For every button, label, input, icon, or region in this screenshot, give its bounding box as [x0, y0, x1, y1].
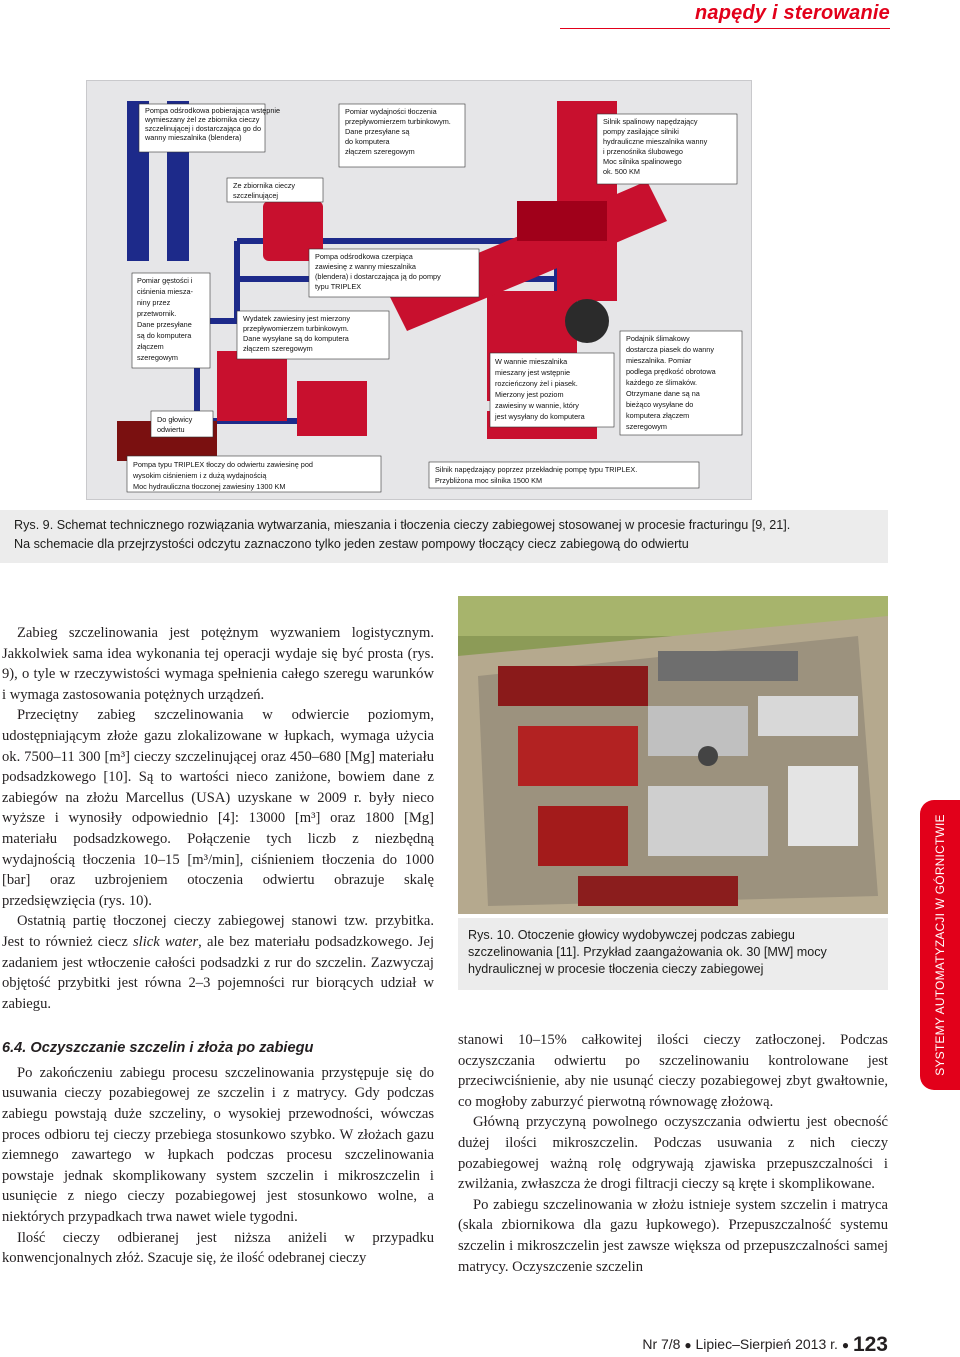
figure-10-caption: Rys. 10. Otoczenie głowicy wydobywczej podczas zabiegu szczelinowania [11]. Przykład zaangażowania ok. 30 [MW] mocy hydraulicznej w procesie tłoczenia cieczy zabiegowej — [458, 918, 888, 990]
note-3-line-2: pompy zasilające silniki — [603, 127, 679, 136]
note-9-line-2: mieszany jest wstępnie — [495, 368, 571, 377]
note-6-line-4: przetwornik. — [137, 309, 177, 318]
issue-number: Nr 7/8 — [642, 1336, 681, 1352]
note-12-line-1: Silnik napędzający poprzez przekładnię pompę typu TRIPLEX. — [435, 465, 638, 474]
note-8-line-5: każdego ze ślimaków. — [626, 378, 697, 387]
aerial-photo-drawing — [458, 596, 888, 914]
paragraph: Ilość cieczy odbieranej jest niższa aniżeli w przypadku konwencjonalnych złóż. Szacuje się, że ilość odebranej cieczy — [2, 1229, 434, 1267]
paragraph: Po zabiegu szczelinowania w złożu istnieje system szczelin i matryca (skala zbiornikowa dla gazu łupkowego). Przepuszczalność systemu szczelin i mikroszczelin jest zawsze większa od przepuszczalności samej matrycy. Oczyszczenie szczelin — [458, 1196, 888, 1275]
note-7-line-4: złączem szeregowym — [243, 344, 313, 353]
header-rule — [560, 28, 890, 29]
figure-9-caption-line-2: Na schemacie dla przejrzystości odczytu zaznaczono tylko jeden zestaw pompowy tłoczący ciecz zabiegową do odwiertu — [14, 537, 689, 551]
note-4-line-1: Ze zbiornika cieczy — [233, 181, 296, 190]
note-8-line-1: Podajnik ślimakowy — [626, 334, 690, 343]
note-12-line-2: Przybliżona moc silnika 1500 KM — [435, 476, 543, 485]
note-11-line-2: wysokim ciśnieniem i z dużą wydajnością — [133, 471, 267, 480]
paragraph — [2, 911, 434, 1014]
paragraph: Główną przyczyną powolnego oczyszczania odwiertu jest obecność dużej ilości mikroszczelin. Podczas usuwania z nich cieczy pozabiegowej ważną rolę odgrywają zjawiska przepuszczalności i zwilżania, zwłaszcza że drogi filtracji cieczy są kręte i skomplikowane. — [458, 1114, 888, 1193]
note-9-line-3: rozcieńczony żel i piasek. — [495, 379, 578, 388]
note-8-line-4: podlega prędkość obrotowa — [626, 367, 716, 376]
note-3-line-4: i przenośnika ślubowego — [603, 147, 683, 156]
page-footer — [642, 1333, 888, 1357]
figure-9-caption-line-1: Rys. 9. Schemat technicznego rozwiązania wytwarzania, mieszania i tłoczenia cieczy zabiegowej stosowanej w procesie fracturingu [9, 21]. — [14, 518, 791, 532]
note-1-line-2: wymieszany żel ze zbiornika cieczy — [145, 115, 260, 124]
note-3-line-3: hydrauliczne mieszalnika wanny — [603, 137, 708, 146]
bullet-icon: ● — [684, 1338, 692, 1352]
side-section-tab — [920, 800, 960, 1090]
schematic-drawing — [87, 81, 751, 499]
note-8-line-3: mieszalnika. Pomiar — [626, 356, 692, 365]
note-6-line-8: szeregowym — [137, 353, 178, 362]
note-5-line-4: typu TRIPLEX — [315, 282, 362, 291]
section-title: napędy i sterowanie — [695, 2, 890, 24]
paragraph: Po zakończeniu zabiegu procesu szczelinowania przystępuje się do usuwania cieczy pozabiegowej ze szczelin i z matrycy. Gdy podczas zabiegu powstają duże szczeliny, o wysokiej przewodności, wówczas proces odbioru tej cieczy przebiega stosunkowo szybko. W złożach gazu ziemnego zawartego w łupkach podczas procesu szczelinowania powstaje jednak skomplikowany system szczelin i mikroszczelin i usunięcie z niego cieczy pozabiegowej jest stosunkowo wolne, a niektórych przypadkach trwa nawet wiele tygodni. — [2, 1064, 434, 1226]
note-9-line-5: zawiesiny w wannie, który — [495, 401, 579, 410]
note-7-line-2: przepływomierzem turbinkowym. — [243, 324, 349, 333]
note-2-line-5: złączem szeregowym — [345, 147, 415, 156]
figure-9-caption — [0, 510, 888, 563]
side-tab-label: SYSTEMY AUTOMATYZACJI W GÓRNICTWIE — [933, 814, 947, 1076]
note-8-line-8: komputera złączem — [626, 411, 690, 420]
note-7-line-3: Dane wysyłane są do komputera — [243, 334, 349, 343]
issue-date: Lipiec–Sierpień 2013 r. — [695, 1336, 838, 1352]
note-4-line-2: szczelinującej — [233, 191, 279, 200]
note-6-line-3: niny przez — [137, 298, 171, 307]
note-7-line-1: Wydatek zawiesiny jest mierzony — [243, 314, 350, 323]
note-1-line-4: wanny mieszalnika (blendera) — [145, 133, 242, 142]
note-9-line-1: W wannie mieszalnika — [495, 357, 568, 366]
paragraph: Zabieg szczelinowania jest potężnym wyzwaniem logistycznym. Jakkolwiek sama idea wykonania tej operacji wydaje się być prosta (rys. 9), o tyle w rzeczywistości wymaga spełnienia całego szeregu warunków i wymaga zastosowania potężnych urządzeń. — [2, 625, 434, 703]
note-5-line-2: zawiesinę z wanny mieszalnika — [315, 262, 416, 271]
note-3-line-6: ok. 500 KM — [603, 167, 640, 176]
note-1-line-1: Pompa odśrodkowa pobierająca wstępnie — [145, 106, 281, 115]
figure-10-aerial-photo — [458, 596, 888, 914]
italic-term: slick water — [132, 933, 199, 950]
note-6-line-6: są do komputera — [137, 331, 192, 340]
note-10-line-2: odwiertu — [157, 425, 185, 434]
note-8-line-2: dostarcza piasek do wanny — [626, 345, 715, 354]
page-number: 123 — [852, 1333, 888, 1356]
subsection-heading: 6.4. Oczyszczanie szczelin i złoża po zabiegu — [2, 1040, 314, 1057]
note-2-line-3: Dane przesyłane są — [345, 127, 410, 136]
note-6-line-5: Dane przesyłane — [137, 320, 192, 329]
note-11-line-3: Moc hydrauliczna tłoczonej zawiesiny 1300 KM — [133, 482, 286, 491]
paragraph-text: , ale bez materiału podsadzkowego. Jej zadaniem jest wtłoczenie całości podsadzki z rur do szczelin. Zazwyczaj objętość przybitki jest równa 2–3 pojemności rur biorących udział w zabiegu. — [2, 933, 434, 1012]
note-8-line-6: Otrzymane dane są na — [626, 389, 700, 398]
paragraph: Przeciętny zabieg szczelinowania w odwiercie poziomym, udostępniającym złoże gazu zlokalizowane w łupkach, wymaga użycia ok. 7500–11 300 [m³] cieczy szczelinującej oraz 450–680 [Mg] materiału podsadzkowego [10]. Są to wartości nieco zaniżone, bowiem dane z zabiegów na złożu Marcellus (USA) uzyskane w 2009 r. były nieco wyższe i wynosiły odpowiednio [4]: 13000 [m³] oraz 1800 [Mg] materiału podsadzkowego. Połączenie tych liczb z niezbędną wydajnością tłoczenia 10–15 [m³/min], ciśnieniem tłoczenia do 1000 [bar] oraz uzbrojeniem otoczenia odwiertu obrazuje skalę przedsięwzięcia (rys. 10). — [2, 707, 434, 909]
text-column-left — [2, 623, 434, 1269]
text-column-right — [458, 1030, 888, 1277]
note-5-line-1: Pompa odśrodkowa czerpiąca — [315, 252, 413, 261]
note-8-line-9: szeregowym — [626, 422, 667, 431]
note-2-line-2: przepływomierzem turbinkowym. — [345, 117, 451, 126]
note-9-line-4: Mierzony jest poziom — [495, 390, 564, 399]
note-8-line-7: bieżąco wysyłane do — [626, 400, 694, 409]
note-2-line-4: do komputera — [345, 137, 390, 146]
note-3-line-1: Silnik spalinowy napędzający — [603, 117, 698, 126]
note-6-line-2: ciśnienia miesza- — [137, 287, 193, 296]
note-9-line-6: jest wysyłany do komputera — [495, 412, 585, 421]
paragraph: stanowi 10–15% całkowitej ilości cieczy zatłoczonej. Podczas oczyszczania odwiertu po szczelinowaniu kontrolowane jest przeciwciśnienie, aby nie usunąć cieczy pozabiegowej zbyt gwałtownie, co mogłoby zaburzyć pierwotną równowagę złożową. — [458, 1032, 888, 1110]
note-6-line-7: złączem — [137, 342, 164, 351]
bullet-icon: ● — [841, 1338, 850, 1352]
note-10-line-1: Do głowicy — [157, 415, 193, 424]
figure-9-schematic — [86, 80, 752, 500]
note-5-line-3: (blendera) i dostarczająca ją do pompy — [315, 272, 441, 281]
note-3-line-5: Moc silnika spalinowego — [603, 157, 682, 166]
note-2-line-1: Pomiar wydajności tłoczenia — [345, 107, 437, 116]
paragraph-text: Ostatnią partię tłoczonej cieczy zabiegowej stanowi tzw. przybitka. Jest to również ciecz — [2, 913, 434, 950]
note-1-line-3: szczelinującej i dostarczająca go do — [145, 124, 262, 133]
note-11-line-1: Pompa typu TRIPLEX tłoczy do odwiertu zawiesinę pod — [133, 460, 313, 469]
note-6-line-1: Pomiar gęstości i — [137, 276, 193, 285]
